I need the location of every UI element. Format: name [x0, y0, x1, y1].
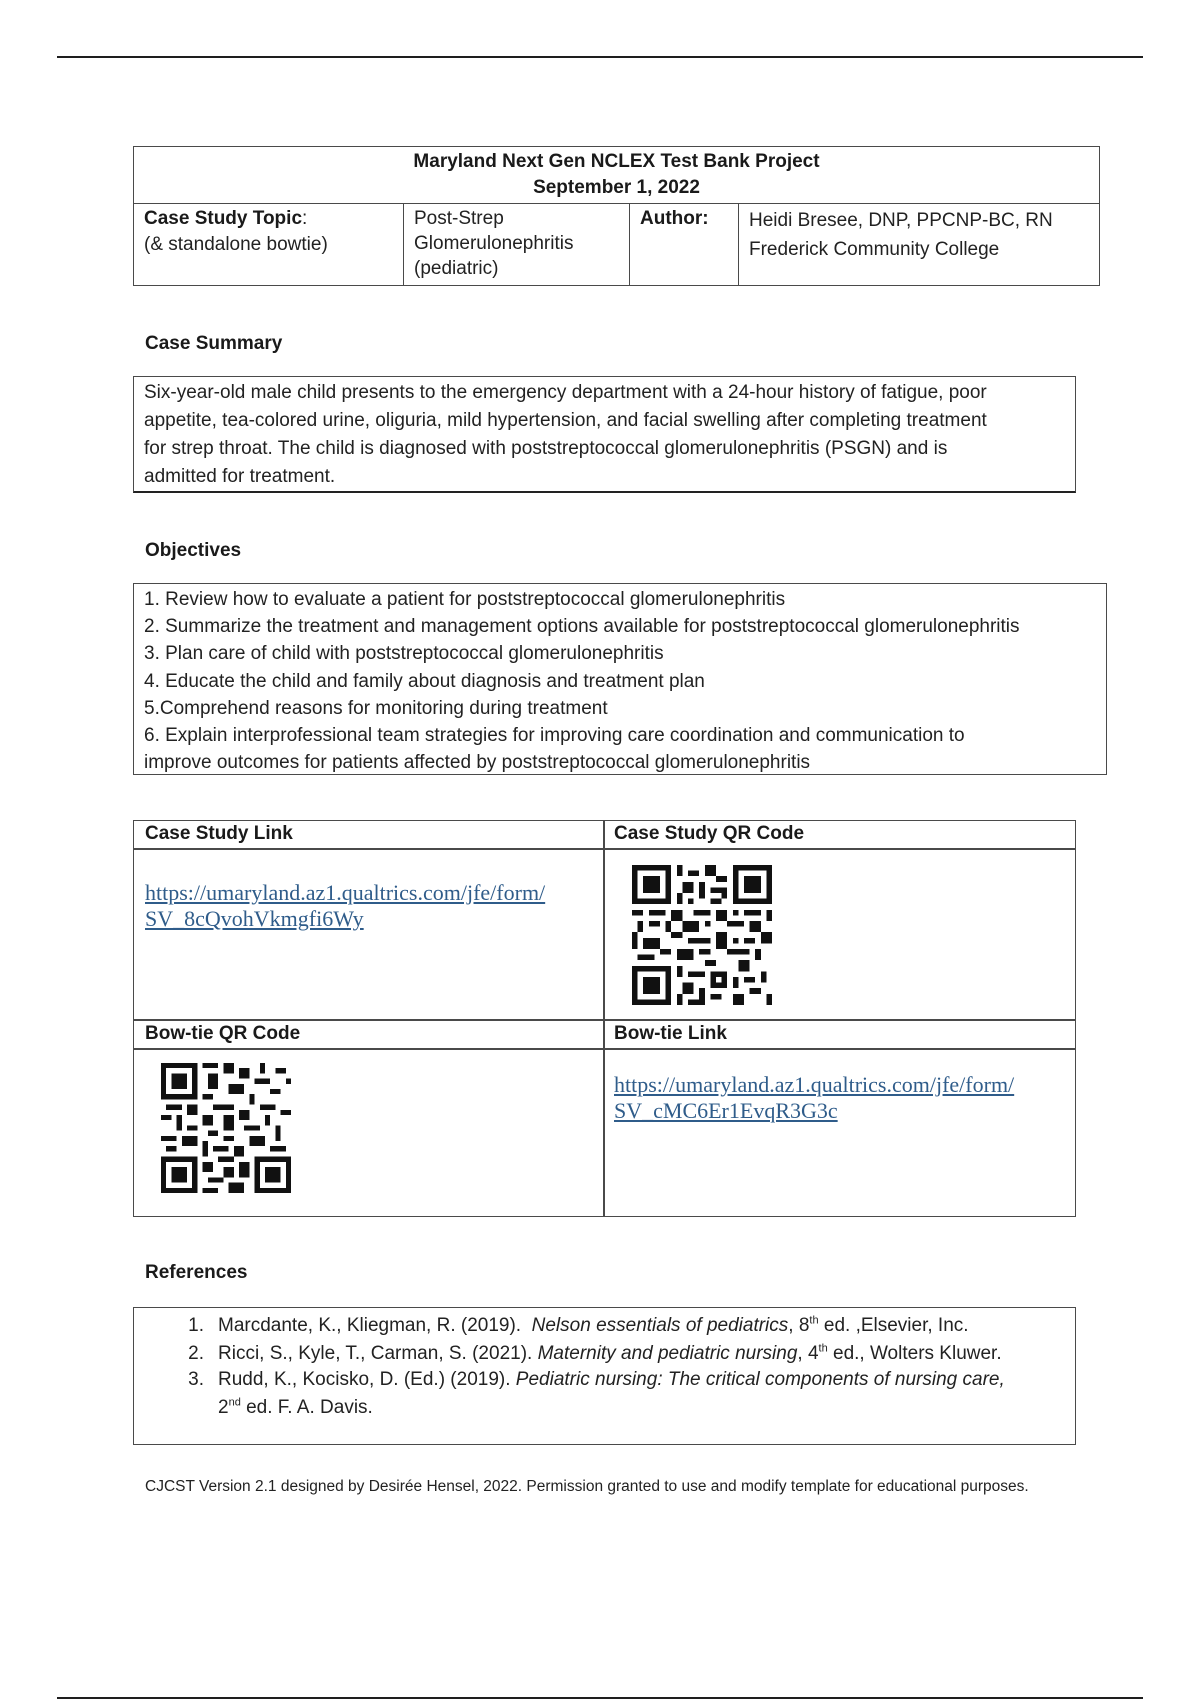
topic-sublabel: (& standalone bowtie)	[144, 234, 328, 255]
topic-label: Case Study Topic	[144, 208, 303, 229]
objective-item: 5.Comprehend reasons for monitoring during treatment	[144, 697, 608, 719]
summary-line: appetite, tea-colored urine, oliguria, mild hypertension, and facial swelling after completing treatment	[144, 410, 987, 431]
case-study-qr-code-icon	[632, 865, 772, 1005]
page-bottom-rule	[57, 1697, 1143, 1699]
case-summary-heading: Case Summary	[145, 333, 283, 354]
author-value-cell	[739, 204, 1100, 286]
links-qr-grid	[133, 820, 1076, 1217]
reference-title: Maternity and pediatric nursing	[537, 1343, 798, 1364]
bowtie-qr-code-icon	[161, 1063, 291, 1193]
header-table	[133, 146, 1100, 286]
references-heading: References	[145, 1262, 248, 1283]
objective-item: 4. Educate the child and family about diagnosis and treatment plan	[144, 670, 705, 692]
template-credit-note: CJCST Version 2.1 designed by Desirée Hensel, 2022. Permission granted to use and modify template for educational purposes.	[145, 1478, 1029, 1495]
author-name: Heidi Bresee, DNP, PPCNP-BC, RN	[749, 210, 1053, 231]
author-institution: Frederick Community College	[749, 239, 1000, 260]
objective-item: 2. Summarize the treatment and management options available for poststreptococcal glomerulonephritis	[144, 616, 1020, 638]
case-summary-box	[133, 376, 1076, 493]
case-study-link[interactable]: https://umaryland.az1.qualtrics.com/jfe/form/ SV_8cQvohVkmgfi6Wy	[145, 880, 546, 931]
objective-item-continuation: improve outcomes for patients affected by poststreptococcal glomerulonephritis	[144, 752, 811, 774]
bowtie-link[interactable]: https://umaryland.az1.qualtrics.com/jfe/form/ SV_cMC6Er1EvqR3G3c	[614, 1072, 1015, 1123]
author-label-cell	[630, 204, 739, 286]
reference-title: Nelson essentials of pediatrics	[531, 1315, 789, 1336]
author-label: Author:	[640, 208, 709, 229]
objectives-heading: Objectives	[145, 540, 242, 561]
objective-item: 3. Plan care of child with poststreptococcal glomerulonephritis	[144, 643, 664, 665]
objective-item: 6. Explain interprofessional team strategies for improving care coordination and communication to	[144, 725, 965, 747]
topic-value-line: Glomerulonephritis	[414, 233, 574, 254]
grid-divider	[134, 848, 1075, 850]
references-box: 1. Marcdante, K., Kliegman, R. (2019). Nelson essentials of pediatrics, 8th ed. ,Elsevier, Inc. 2. Ricci, S., Kyle, T., Carman, S. (2021). Maternity and pediatric nursing, 4th ed., Wolters Kluwer. 3. Rudd, K., Kocisko, D. (Ed.) (2019). Pediatric nursing: The critical components of nursing care, 2nd ed. F. A. Davis.	[133, 1307, 1076, 1445]
topic-value-cell	[404, 204, 630, 286]
topic-value-line: Post-Strep	[414, 208, 504, 229]
grid-divider	[134, 1048, 1075, 1050]
case-study-link-heading: Case Study Link	[145, 823, 293, 844]
document-title: Maryland Next Gen NCLEX Test Bank Project	[413, 151, 820, 172]
summary-line: Six-year-old male child presents to the emergency department with a 24-hour history of fatigue, poor	[144, 382, 987, 403]
page-top-rule	[57, 56, 1143, 58]
case-study-qr-heading: Case Study QR Code	[614, 823, 810, 845]
header-title-cell	[134, 147, 1100, 204]
document-date: September 1, 2022	[533, 177, 700, 198]
topic-value-line: (pediatric)	[414, 258, 499, 279]
objective-item: 1. Review how to evaluate a patient for poststreptococcal glomerulonephritis	[144, 589, 786, 610]
summary-line: admitted for treatment.	[144, 466, 336, 487]
grid-divider	[134, 1019, 1075, 1021]
summary-line: for strep throat. The child is diagnosed with poststreptococcal glomerulonephritis (PSGN) and is	[144, 438, 948, 459]
bowtie-qr-heading: Bow-tie QR Code	[145, 1023, 306, 1045]
bowtie-link-heading: Bow-tie Link	[614, 1023, 727, 1044]
objectives-box	[133, 583, 1107, 775]
reference-title: Pediatric nursing: The critical components of nursing care,	[515, 1369, 1005, 1390]
topic-label-cell: Case Study Topic: (& standalone bowtie)	[134, 204, 404, 286]
